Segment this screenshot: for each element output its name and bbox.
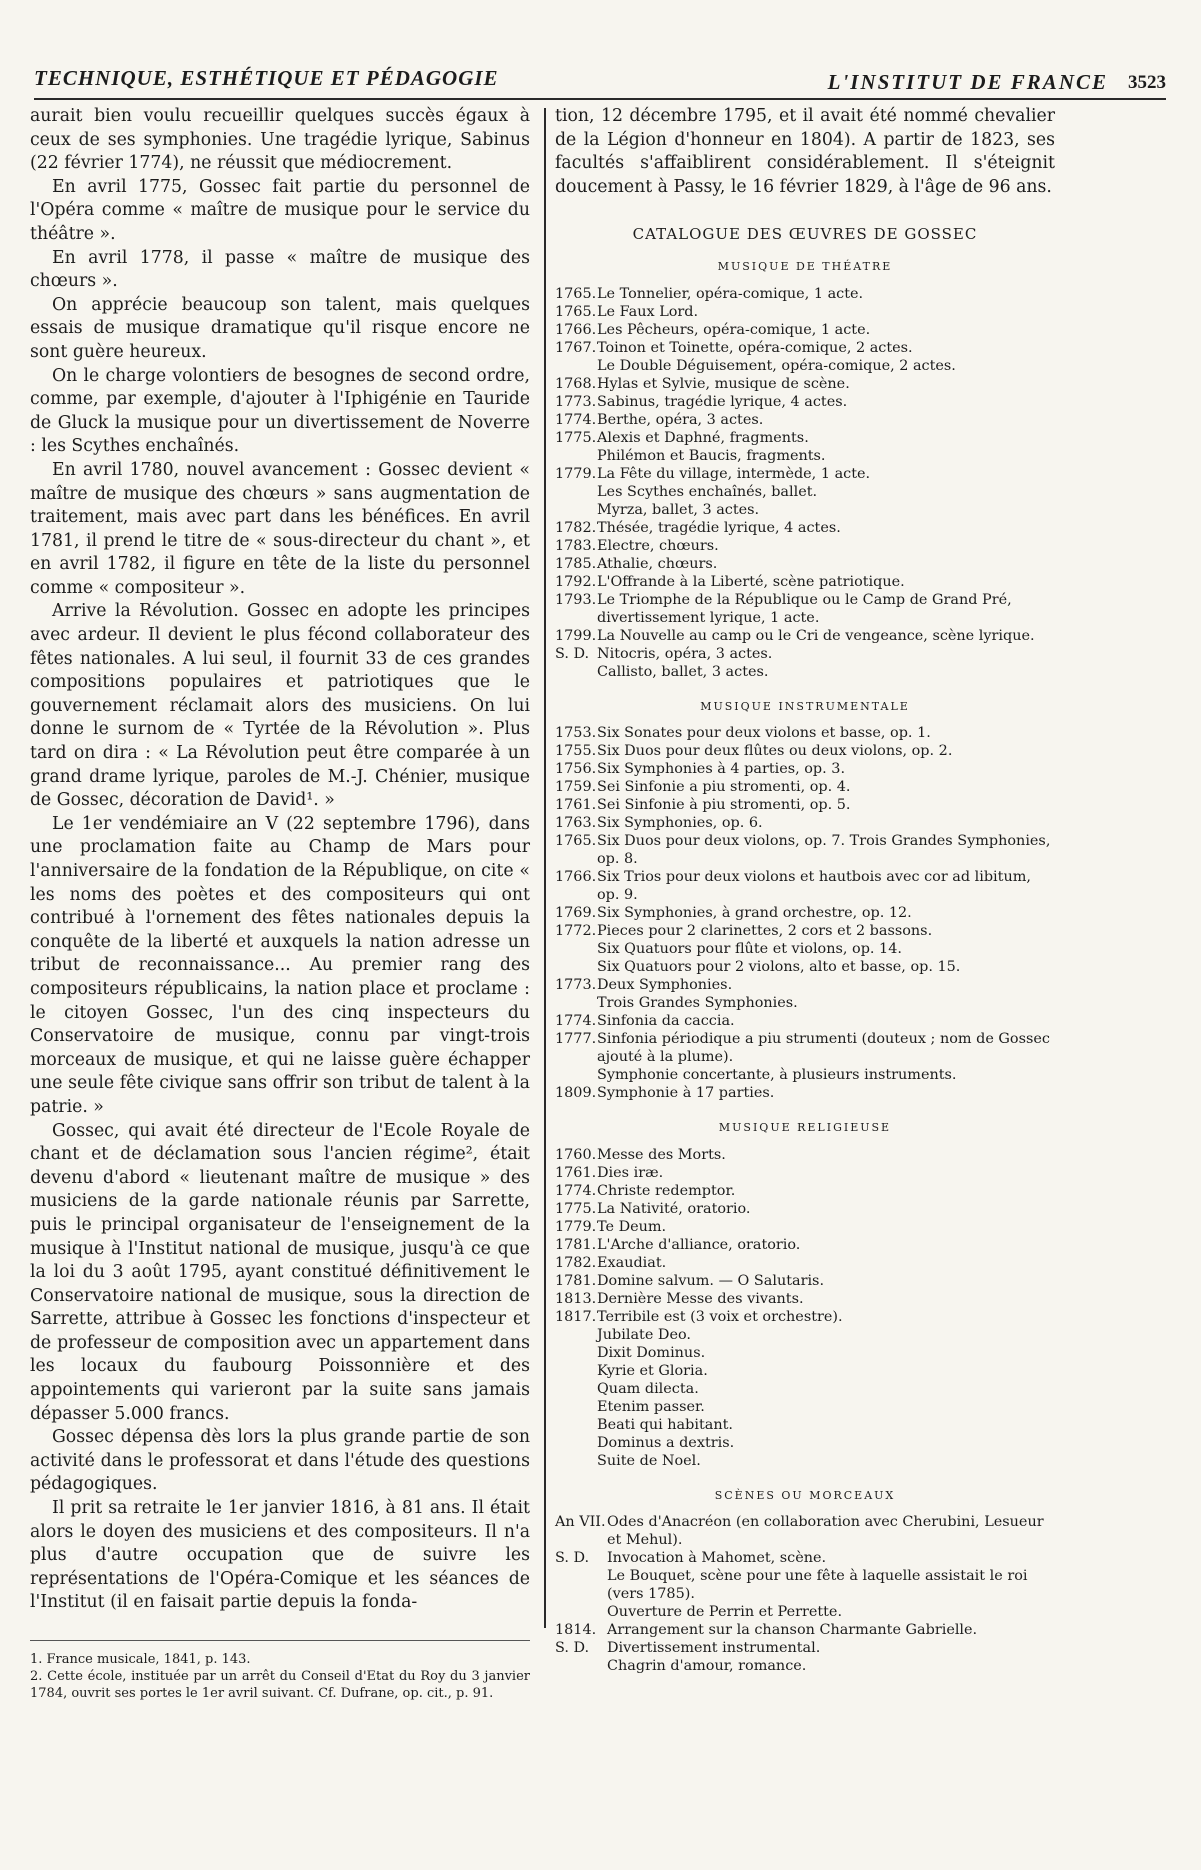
catalogue-entry	[555, 663, 1055, 681]
catalogue-entry	[555, 1084, 1055, 1102]
entry-year: S. D.	[555, 1550, 590, 1567]
entry-year: 1774.	[555, 1013, 597, 1030]
entry-year: 1774.	[555, 1182, 597, 1199]
entry-text: Etenim passer.	[597, 1398, 705, 1415]
entry-text: La Nouvelle au camp ou le Cri de vengeance, scène lyrique.	[597, 627, 1035, 644]
left-column	[30, 105, 530, 1615]
entry-year: 1766.	[555, 321, 597, 338]
catalogue-entry	[555, 742, 1055, 760]
catalogue-entry	[555, 1434, 1055, 1452]
entry-text: Sinfonia da caccia.	[597, 1013, 735, 1030]
entry-year: 1799.	[555, 627, 597, 644]
catalogue-entry	[555, 1549, 1055, 1567]
page-number: 3523	[1128, 72, 1166, 93]
catalogue-title: CATALOGUE DES ŒUVRES DE GOSSEC	[632, 225, 978, 244]
entry-year: 1773.	[555, 393, 597, 410]
column-divider	[544, 108, 546, 1628]
entry-text: Quam dilecta.	[597, 1380, 699, 1397]
entry-text: Te Deum.	[597, 1218, 667, 1235]
entry-text: Six Quatuors pour flûte et violons, op. 14.	[597, 941, 902, 958]
entry-text: Invocation à Mahomet, scène.	[607, 1550, 827, 1567]
entry-year	[555, 994, 597, 1012]
entry-year: 1782.	[555, 519, 597, 536]
catalogue-entry	[555, 483, 1055, 501]
entry-text: La Fête du village, intermède, 1 acte.	[597, 465, 871, 482]
catalogue	[555, 255, 1055, 1675]
entry-year: 1756.	[555, 761, 597, 778]
catalogue-entry	[555, 958, 1055, 976]
entry-text: Alexis et Daphné, fragments.	[597, 429, 809, 446]
entry-year	[555, 1567, 607, 1603]
entry-text: L'Offrande à la Liberté, scène patriotique.	[597, 573, 905, 590]
entry-text: Les Scythes enchaînés, ballet.	[597, 483, 818, 500]
paragraph: tion, 12 décembre 1795, et il avait été nommé chevalier de la Légion d'honneur en 1804). A partir de 1823, ses facultés s'affaiblirent considérablement. Il s'éteignit doucement à Passy, le 16 février 1829, à l'âge de 96 ans.	[555, 106, 1055, 197]
catalogue-entry	[555, 778, 1055, 796]
paragraph: aurait bien voulu recueillir quelques succès égaux à ceux de ses symphonies. Une tragédie lyrique, Sabinus (22 février 1774), ne réussit que médiocrement.	[30, 106, 530, 174]
entry-text: Sabinus, tragédie lyrique, 4 actes.	[597, 393, 848, 410]
entry-year: 1809.	[555, 1085, 597, 1102]
catalogue-entry	[555, 1236, 1055, 1254]
entry-text: Athalie, chœurs.	[597, 555, 718, 572]
catalogue-entry	[555, 321, 1055, 339]
entry-text: Suite de Noel.	[597, 1452, 701, 1469]
catalogue-entry	[555, 1012, 1055, 1030]
catalogue-entry	[555, 1639, 1055, 1657]
entry-text: Odes d'Anacréon (en collaboration avec Cherubini, Lesueur et Mehul).	[607, 1514, 1044, 1549]
catalogue-entry	[555, 393, 1055, 411]
entry-year	[555, 1066, 597, 1084]
catalogue-list	[555, 1146, 1055, 1470]
catalogue-entry	[555, 627, 1055, 645]
entry-year	[555, 940, 597, 958]
entry-year: 1783.	[555, 537, 597, 554]
catalogue-section-title: MUSIQUE RELIGIEUSE	[718, 1121, 892, 1135]
running-head-left: TECHNIQUE, ESTHÉTIQUE ET PÉDAGOGIE	[34, 66, 499, 90]
catalogue-entry	[555, 339, 1055, 357]
entry-year: 1779.	[555, 465, 597, 482]
page-header	[34, 66, 1166, 100]
footnote: 2. Cette école, instituée par un arrêt du Conseil d'Etat du Roy du 3 janvier 1784, ouvrit ses portes le 1er avril suivant. Cf. Dufrane, op. cit., p. 91.	[30, 1669, 530, 1701]
entry-text: L'Arche d'alliance, oratorio.	[597, 1236, 801, 1253]
entry-text: Six Symphonies à 4 parties, op. 3.	[597, 761, 846, 778]
catalogue-entry	[555, 1513, 1055, 1549]
catalogue-entry	[555, 814, 1055, 832]
catalogue-entry	[555, 760, 1055, 778]
entry-text: Nitocris, opéra, 3 actes.	[597, 645, 773, 662]
entry-year: 1781.	[555, 1272, 597, 1289]
right-column	[555, 105, 1055, 1675]
entry-year	[555, 1416, 597, 1434]
entry-year	[555, 1380, 597, 1398]
catalogue-entry	[555, 1452, 1055, 1470]
catalogue-entry	[555, 922, 1055, 940]
entry-text: Six Trios pour deux violons et hautbois avec cor ad libitum, op. 9.	[597, 869, 1031, 904]
catalogue-entry	[555, 1326, 1055, 1344]
catalogue-list	[555, 285, 1055, 681]
entry-text: Christe redemptor.	[597, 1182, 736, 1199]
paragraph: En avril 1778, il passe « maître de musique des chœurs ».	[30, 247, 530, 292]
entry-text: Messe des Morts.	[597, 1146, 726, 1163]
entry-year	[555, 501, 597, 519]
catalogue-section-title: MUSIQUE INSTRUMENTALE	[700, 699, 910, 713]
entry-text: Berthe, opéra, 3 actes.	[597, 411, 764, 428]
entry-text: Dixit Dominus.	[597, 1344, 706, 1361]
catalogue-entry	[555, 1066, 1055, 1084]
entry-year: 1753.	[555, 725, 597, 742]
entry-year: 1766.	[555, 869, 597, 886]
entry-text: Le Tonnelier, opéra-comique, 1 acte.	[597, 285, 864, 302]
entry-text: Six Quatuors pour 2 violons, alto et basse, op. 15.	[597, 959, 961, 976]
catalogue-entry	[555, 465, 1055, 483]
catalogue-entry	[555, 1308, 1055, 1326]
catalogue-entry	[555, 1398, 1055, 1416]
entry-year: 1765.	[555, 303, 597, 320]
paragraph: Le 1er vendémiaire an V (22 septembre 1796), dans une proclamation faite au Champ de Mars pour l'anniversaire de la fondation de la République, on cite « les noms des poètes et des compositeurs qui ont contribué à l'ornement des fêtes nationales depuis la conquête de la liberté et auxquels la nation adresse un tribut de reconnaissance... Au premier rang des compositeurs républicains, la nation place et proclame : le citoyen Gossec, l'un des cinq inspecteurs du Conservatoire de musique, connu par vingt-trois morceaux de musique, et qui ne laisse guère échapper une seule fête civique sans offrir son tribut de talent à la patrie. »	[30, 813, 530, 1117]
entry-text: Myrza, ballet, 3 actes.	[597, 501, 760, 518]
entry-text: La Nativité, oratorio.	[597, 1200, 751, 1217]
entry-text: Le Faux Lord.	[597, 303, 699, 320]
paragraph: En avril 1780, nouvel avancement : Gossec devient « maître de musique des chœurs » sans augmentation de traitement, mais avec part dans les bénéfices. En avril 1781, il prend le titre de « sous-directeur du chant », et en avril 1782, il figure en tête de la liste du personnel comme « compositeur ».	[30, 459, 530, 598]
paragraph: Gossec dépensa dès lors la plus grande partie de son activité dans le professorat et dans l'étude des questions pédagogiques.	[30, 1427, 530, 1495]
entry-year: 1760.	[555, 1146, 597, 1163]
entry-year: 1775.	[555, 1200, 597, 1217]
catalogue-entry	[555, 724, 1055, 742]
entry-text: Trois Grandes Symphonies.	[597, 995, 798, 1012]
entry-text: Le Double Déguisement, opéra-comique, 2 actes.	[597, 357, 956, 374]
entry-year: 1777.	[555, 1031, 597, 1048]
catalogue-entry	[555, 1200, 1055, 1218]
entry-text: Pieces pour 2 clarinettes, 2 cors et 2 bassons.	[597, 923, 933, 940]
entry-year: 1781.	[555, 1236, 597, 1253]
catalogue-entry	[555, 645, 1055, 663]
catalogue-entry	[555, 573, 1055, 591]
entry-text: Deux Symphonies.	[597, 977, 733, 994]
catalogue-entry	[555, 796, 1055, 814]
entry-year	[555, 663, 597, 681]
entry-year	[555, 1657, 607, 1675]
entry-year: 1761.	[555, 1164, 597, 1181]
paragraph: On apprécie beaucoup son talent, mais quelques essais de musique dramatique qu'il risque encore ne sont guère heureux.	[30, 294, 530, 362]
entry-text: Beati qui habitant.	[597, 1416, 733, 1433]
entry-text: Dies iræ.	[597, 1164, 664, 1181]
entry-text: Terribile est (3 voix et orchestre).	[597, 1308, 843, 1325]
entry-year	[555, 447, 597, 465]
paragraph: En avril 1775, Gossec fait partie du personnel de l'Opéra comme « maître de musique pour le service du théâtre ».	[30, 176, 530, 244]
catalogue-entry	[555, 1657, 1055, 1675]
entry-year	[555, 1398, 597, 1416]
catalogue-entry	[555, 591, 1055, 627]
entry-year: 1773.	[555, 977, 597, 994]
catalogue-entry	[555, 976, 1055, 994]
paragraph: Arrive la Révolution. Gossec en adopte les principes avec ardeur. Il devient le plus fécond collaborateur des fêtes nationales. A lui seul, il fournit 33 de ces grandes compositions populaires et patriotiques que le gouvernement réclamait alors des musiciens. On lui donne le surnom de « Tyrtée de la Révolution ». Plus tard on dira : « La Révolution peut être comparée à un grand drame lyrique, paroles de M.-J. Chénier, musique de Gossec, décoration de David¹. »	[30, 601, 530, 811]
catalogue-entry	[555, 1218, 1055, 1236]
entry-text: Sei Sinfonie a piu stromenti, op. 4.	[597, 779, 851, 796]
catalogue-entry	[555, 1621, 1055, 1639]
catalogue-entry	[555, 1182, 1055, 1200]
catalogue-entry	[555, 1146, 1055, 1164]
paragraph: Il prit sa retraite le 1er janvier 1816, à 81 ans. Il était alors le doyen des musiciens et des compositeurs. Il n'a plus d'autre occupation que de suivre les représentations de l'Opéra-Comique et les séances de l'Institut (il en faisait partie depuis la fonda-	[30, 1498, 530, 1613]
entry-text: Divertissement instrumental.	[607, 1640, 821, 1657]
catalogue-entry	[555, 555, 1055, 573]
entry-text: Les Pêcheurs, opéra-comique, 1 acte.	[597, 321, 871, 338]
catalogue-list	[555, 1513, 1055, 1675]
entry-year: 1814.	[555, 1622, 597, 1639]
catalogue-entry	[555, 1254, 1055, 1272]
entry-year: 1813.	[555, 1290, 597, 1307]
entry-year: 1765.	[555, 285, 597, 302]
entry-year: 1774.	[555, 411, 597, 428]
entry-year	[555, 1452, 597, 1470]
entry-text: Toinon et Toinette, opéra-comique, 2 actes.	[597, 339, 913, 356]
catalogue-entry	[555, 1164, 1055, 1182]
catalogue-entry	[555, 519, 1055, 537]
entry-year: 1763.	[555, 815, 597, 832]
catalogue-entry	[555, 537, 1055, 555]
entry-year: 1765.	[555, 833, 597, 850]
catalogue-entry	[555, 411, 1055, 429]
entry-year	[555, 1344, 597, 1362]
entry-text: Jubilate Deo.	[597, 1326, 691, 1343]
catalogue-entry	[555, 832, 1055, 868]
catalogue-entry	[555, 1567, 1055, 1603]
entry-text: Six Duos pour deux violons, op. 7. Trois Grandes Symphonies, op. 8.	[597, 833, 1051, 868]
entry-text: Electre, chœurs.	[597, 537, 719, 554]
catalogue-entry	[555, 1290, 1055, 1308]
catalogue-entry	[555, 1030, 1055, 1066]
entry-text: Dominus a dextris.	[597, 1434, 735, 1451]
entry-text: Sinfonia périodique a piu strumenti (douteux ; nom de Gossec ajouté à la plume).	[597, 1031, 1050, 1066]
catalogue-entry	[555, 447, 1055, 465]
entry-year	[555, 1434, 597, 1452]
catalogue-entry	[555, 429, 1055, 447]
catalogue-entry	[555, 375, 1055, 393]
catalogue-entry	[555, 1272, 1055, 1290]
entry-year: 1759.	[555, 779, 597, 796]
entry-text: Ouverture de Perrin et Perrette.	[607, 1604, 843, 1621]
entry-text: Chagrin d'amour, romance.	[607, 1658, 807, 1675]
entry-text: Arrangement sur la chanson Charmante Gabrielle.	[607, 1622, 978, 1639]
footnote: 1. France musicale, 1841, p. 143.	[30, 1652, 251, 1667]
entry-text: Dernière Messe des vivants.	[597, 1290, 804, 1307]
entry-year: 1792.	[555, 573, 597, 590]
entry-year: 1775.	[555, 429, 597, 446]
entry-text: Sei Sinfonie à piu stromenti, op. 5.	[597, 797, 851, 814]
entry-year: 1768.	[555, 375, 597, 392]
entry-year: 1793.	[555, 591, 597, 608]
entry-text: Callisto, ballet, 3 actes.	[597, 663, 769, 680]
entry-year	[555, 483, 597, 501]
entry-year: 1782.	[555, 1254, 597, 1271]
catalogue-entry	[555, 1344, 1055, 1362]
catalogue-entry	[555, 357, 1055, 375]
catalogue-section-title: SCÈNES OU MORCEAUX	[714, 1488, 896, 1502]
entry-text: Symphonie concertante, à plusieurs instruments.	[597, 1067, 957, 1084]
entry-year: 1772.	[555, 923, 597, 940]
entry-text: Exaudiat.	[597, 1254, 667, 1271]
entry-year: S. D.	[555, 1640, 590, 1657]
running-head-right: L'INSTITUT DE FRANCE	[827, 70, 1108, 94]
catalogue-entry	[555, 994, 1055, 1012]
entry-text: Hylas et Sylvie, musique de scène.	[597, 375, 850, 392]
catalogue-entry	[555, 940, 1055, 958]
entry-year: 1761.	[555, 797, 597, 814]
entry-year	[555, 1603, 607, 1621]
entry-text: Six Symphonies, à grand orchestre, op. 12.	[597, 905, 912, 922]
entry-year	[555, 1362, 597, 1380]
catalogue-entry	[555, 1603, 1055, 1621]
entry-text: Philémon et Baucis, fragments.	[597, 447, 826, 464]
entry-text: Symphonie à 17 parties.	[597, 1085, 775, 1102]
paragraph: On le charge volontiers de besognes de second ordre, comme, par exemple, d'ajouter à l'Iphigénie en Tauride de Gluck la musique pour un divertissement de Noverre : les Scythes enchaînés.	[30, 365, 530, 457]
paragraph: Gossec, qui avait été directeur de l'Ecole Royale de chant et de déclamation sous l'ancien régime², était devenu d'abord « lieutenant maître de musique » des musiciens de la garde nationale réunis par Sarrette, puis le principal organisateur de l'enseignement de la musique à l'Institut national de musique, jusqu'à ce que la loi du 3 août 1795, ayant constitué définitivement le Conservatoire national de musique, sous la direction de Sarrette, attribue à Gossec les fonctions d'inspecteur et de professeur de composition avec un appartement dans les locaux du faubourg Poissonnière et des appointements qui varieront par la suite sans jamais dépasser 5.000 francs.	[30, 1120, 530, 1424]
entry-year: 1779.	[555, 1218, 597, 1235]
catalogue-entry	[555, 1416, 1055, 1434]
catalogue-entry	[555, 1380, 1055, 1398]
entry-year: 1767.	[555, 339, 597, 356]
entry-text: Domine salvum. — O Salutaris.	[597, 1272, 825, 1289]
entry-text: Six Sonates pour deux violons et basse, op. 1.	[597, 725, 931, 742]
entry-year	[555, 357, 597, 375]
entry-year: 1769.	[555, 905, 597, 922]
catalogue-entry	[555, 868, 1055, 904]
entry-year: 1785.	[555, 555, 597, 572]
entry-text: Kyrie et Gloria.	[597, 1362, 708, 1379]
entry-text: Six Symphonies, op. 6.	[597, 815, 763, 832]
entry-year	[555, 958, 597, 976]
entry-year	[555, 1326, 597, 1344]
entry-text: Le Bouquet, scène pour une fête à laquelle assistait le roi (vers 1785).	[607, 1568, 1028, 1603]
entry-year: An VII.	[555, 1514, 606, 1531]
footnotes	[30, 1640, 530, 1702]
catalogue-entry	[555, 285, 1055, 303]
entry-year: 1755.	[555, 743, 597, 760]
catalogue-entry	[555, 501, 1055, 519]
catalogue-list	[555, 724, 1055, 1102]
catalogue-entry	[555, 1362, 1055, 1380]
catalogue-entry	[555, 303, 1055, 321]
entry-text: Thésée, tragédie lyrique, 4 actes.	[597, 519, 841, 536]
catalogue-entry	[555, 904, 1055, 922]
entry-year: S. D.	[555, 645, 590, 662]
entry-year: 1817.	[555, 1308, 597, 1325]
entry-text: Le Triomphe de la République ou le Camp de Grand Pré, divertissement lyrique, 1 acte.	[597, 591, 1012, 626]
entry-text: Six Duos pour deux flûtes ou deux violons, op. 2.	[597, 743, 953, 760]
catalogue-section-title: MUSIQUE DE THÉATRE	[717, 259, 893, 273]
